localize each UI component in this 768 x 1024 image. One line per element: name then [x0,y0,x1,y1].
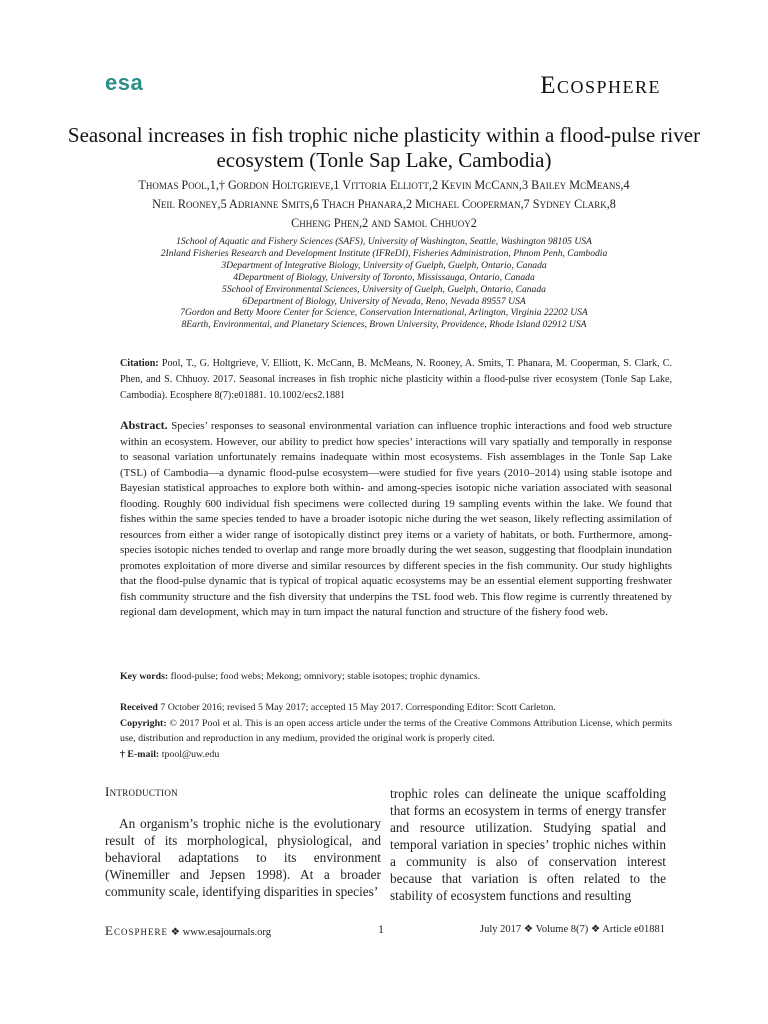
abstract [120,418,672,621]
author-line: Thomas Pool,1,† Gordon Holtgrieve,1 Vittoria Elliott,2 Kevin McCann,3 Bailey McMeans,4 [138,178,630,192]
footer-separator: ❖ [170,927,180,938]
journal-name: Ecosphere [540,72,661,99]
article-info [120,700,672,762]
affiliation: 4Department of Biology, University of Toronto, Mississauga, Ontario, Canada [233,271,535,283]
page-footer [105,923,665,939]
footer-url[interactable]: www.esajournals.org [182,927,271,938]
introduction-right-column: trophic roles can delineate the unique scaffolding that forms an ecosystem in terms of energy transfer and resource utilization. Studying spatial and temporal variation in species’ trophic niches within a community is also of conservation interest because that variation is often related to the stability of ecosystem functions and resulting [390,786,666,903]
author-list [60,176,708,233]
received-label: Received [120,702,158,713]
author-line: Chheng Phen,2 and Samol Chhuoy2 [291,216,477,230]
affiliation: 2Inland Fisheries Research and Development Institute (IFReDI), Fisheries Administration, Phnom Penh, Cambodia [160,247,608,259]
email-link[interactable]: tpool@uw.edu [159,748,220,760]
author-line: Neil Rooney,5 Adrianne Smits,6 Thach Phanara,2 Michael Cooperman,7 Sydney Clark,8 [152,197,616,211]
citation-label: Citation: [120,358,159,369]
affiliation: 3Department of Integrative Biology, University of Guelph, Guelph, Ontario, Canada [221,259,547,271]
keywords-text: flood-pulse; food webs; Mekong; omnivory; stable isotopes; trophic dynamics. [168,671,480,682]
citation [120,356,672,405]
citation-text: Pool, T., G. Holtgrieve, V. Elliott, K. McCann, B. McMeans, N. Rooney, A. Smits, T. Phanara, M. Cooperman, S. Clark, C. Phen, and S. Chhuoy. 2017. Seasonal increases in fish trophic niche plasticity within a flood-pulse river ecosystem (Tonle Sap Lake, Cambodia). Ecosphere 8(7):e01881. 10.1002/ecs2.1881 [120,358,672,402]
page-number: 1 [378,922,384,936]
affiliation: 7Gordon and Betty Moore Center for Science, Conservation International, Arlington, Virginia 22202 USA [180,307,588,319]
affiliation: 8Earth, Environmental, and Planetary Sciences, Brown University, Providence, Rhode Island 02912 USA [181,319,587,331]
keywords [120,670,672,684]
abstract-text: Species’ responses to seasonal environmental variation can influence trophic interactions and food web structure within an ecosystem. However, our ability to predict how species’ interactions will vary spatially and temporally in response to seasonal variation unfortunately remains inadequate within most ecosystems. Fish assemblages in the Tonle Sap Lake (TSL) of Cambodia—a dynamic flood-pulse ecosystem—were studied for five years (2010–2014) using stable isotope and Bayesian statistical approaches to explore both within- and among-species isotopic niche variation associated with seasonal flooding. Roughly 600 individual fish specimens were collected during 19 sampling events within the lake. We found that fishes within the same species tended to have a broader isotopic niche during the wet season, likely reflecting assimilation of resources from either a wider range of isotopically distinct prey items or a variety of habitats, or both. Furthermore, among-species isotopic niches tended to overlap and range more broadly during the wet season, suggesting that floodplain inundation promotes exploitation of more diverse and similar resources by different species in the fish community. Our study highlights that the flood-pulse dynamic that is typical of tropical aquatic ecosystems may be an essential element supporting freshwater fish community structure and the fish diversity that underpins the TSL food web. This flow regime is currently threatened by regional dam development, which may in turn impact the natural function and structure of the fishery food web. [120,420,672,618]
copyright-label: Copyright: [120,717,167,729]
affiliation: 6Department of Biology, University of Nevada, Reno, Nevada 89557 USA [242,295,526,307]
affiliation: 5School of Environmental Sciences, University of Guelph, Guelph, Ontario, Canada [222,283,546,295]
article-title: Seasonal increases in fish trophic niche plasticity within a flood-pulse river ecosystem (Tonle Sap Lake, Cambodia) [67,123,701,172]
affiliations [60,236,708,331]
received-text: 7 October 2016; revised 5 May 2017; accepted 15 May 2017. Corresponding Editor: Scott Carleton. [157,702,556,713]
abstract-label: Abstract. [120,418,168,432]
keywords-label: Key words: [120,671,169,682]
received-dates [120,700,672,716]
introduction-left-column: An organism’s trophic niche is the evolutionary result of its morphological, physiological, and behavioral adaptations to its environment (Winemiller and Jepsen 1998). At a broader community scale, identifying disparities in species’ [105,816,381,899]
footer-journal: Ecosphere [105,923,168,938]
esa-logo: esa [105,70,144,95]
affiliation: 1School of Aquatic and Fishery Sciences (SAFS), University of Washington, Seattle, Washington 98105 USA [176,236,592,247]
introduction-heading: Introduction [105,784,178,799]
email [120,747,672,763]
email-label: † E-mail: [120,748,160,760]
copyright [120,716,672,747]
footer-issue: July 2017 ❖ Volume 8(7) ❖ Article e01881 [480,924,665,935]
copyright-text: © 2017 Pool et al. This is an open access article under the terms of the Creative Commons Attribution License, which permits use, distribution and reproduction in any medium, provided the original work is properly cited. [120,717,672,744]
